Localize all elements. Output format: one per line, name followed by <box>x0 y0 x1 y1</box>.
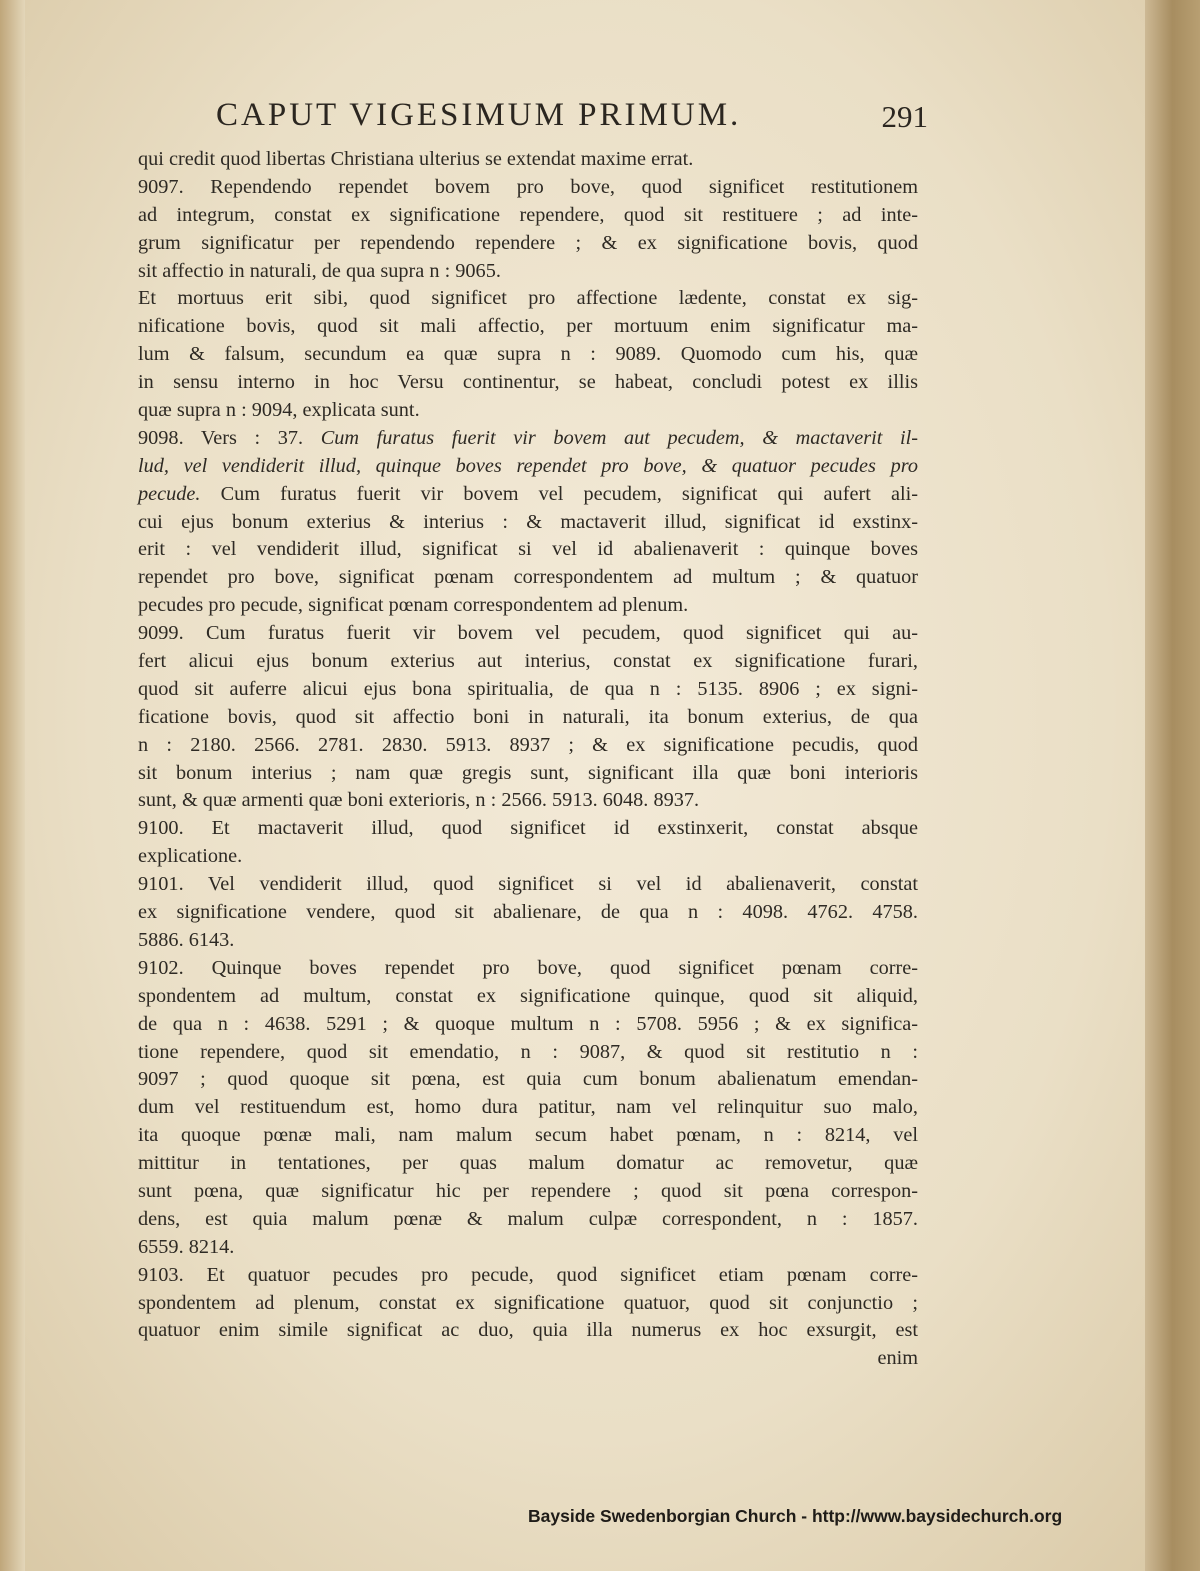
text-line: 9097. Rependendo rependet bovem pro bove, quod significet restitutionem <box>138 175 918 198</box>
text-line: grum significatur per rependendo rependere ; & ex significatione bovis, quod <box>138 231 918 254</box>
text-line-verse <box>138 453 918 481</box>
text-line-verse <box>138 481 918 509</box>
watermark-credit: Bayside Swedenborgian Church - http://www.baysidechurch.org <box>528 1506 1063 1526</box>
catchword: enim <box>877 1347 918 1370</box>
verse-explanation: Cum furatus fuerit vir bovem vel pecudem, significat qui aufert ali- <box>200 482 918 505</box>
text-line: 6559. 8214. <box>138 1235 235 1258</box>
text-line: 9103. Et quatuor pecudes pro pecude, quod significet etiam pœnam corre- <box>138 1263 918 1286</box>
text-line: erit : vel vendiderit illud, significat si vel id abalienaverit : quinque boves <box>138 538 918 561</box>
text-line: dens, est quia malum pœnæ & malum culpæ correspondent, n : 1857. <box>138 1207 918 1230</box>
text-line: mittitur in tentationes, per quas malum domatur ac removetur, quæ <box>138 1152 918 1175</box>
text-line: 9102. Quinque boves rependet pro bove, quod significet pœnam corre- <box>138 956 918 979</box>
text-line: ad integrum, constat ex significatione rependere, quod sit restituere ; ad inte- <box>138 203 918 226</box>
text-line: pecudes pro pecude, significat pœnam correspondentem ad plenum. <box>138 594 689 617</box>
book-gutter <box>1145 0 1200 1571</box>
text-line: 5886. 6143. <box>138 928 235 951</box>
text-line-verse <box>138 425 918 453</box>
text-line: cui ejus bonum exterius & interius : & mactaverit illud, significat id exstinx- <box>138 510 918 533</box>
body-text <box>138 146 918 1373</box>
text-line: sunt, & quæ armenti quæ boni exterioris, n : 2566. 5913. 6048. 8937. <box>138 789 700 812</box>
text-line: 9101. Vel vendiderit illud, quod significet si vel id abalienaverit, constat <box>138 873 918 896</box>
text-line: sit affectio in naturali, de qua supra n : 9065. <box>138 259 501 282</box>
text-line: lum & falsum, secundum ea quæ supra n : 9089. Quomodo cum his, quæ <box>138 343 918 366</box>
text-line: fert alicui ejus bonum exterius aut interius, constat ex significatione furari, <box>138 650 918 673</box>
text-line: spondentem ad plenum, constat ex significatione quatuor, quod sit conjunctio ; <box>138 1291 918 1314</box>
text-line: 9099. Cum furatus fuerit vir bovem vel pecudem, quod significet qui au- <box>138 622 918 645</box>
text-line: dum vel restituendum est, homo dura patitur, nam vel relinquitur suo malo, <box>138 1096 918 1119</box>
text-line: nificatione bovis, quod sit mali affectio, per mortuum enim significatur ma- <box>138 315 918 338</box>
text-line: tione rependere, quod sit emendatio, n : 9087, & quod sit restitutio n : <box>138 1040 918 1063</box>
text-line: de qua n : 4638. 5291 ; & quoque multum n : 5708. 5956 ; & ex significa- <box>138 1012 918 1035</box>
verse-text: lud, vel vendiderit illud, quinque boves rependet pro bove, & quatuor pecudes pro <box>138 454 918 477</box>
text-line: sunt pœna, quæ significatur hic per rependere ; quod sit pœna correspon- <box>138 1179 918 1202</box>
text-line: quod sit auferre alicui ejus bona spiritualia, de qua n : 5135. 8906 ; ex signi- <box>138 677 918 700</box>
page-edge-shadow <box>0 0 25 1571</box>
text-line: in sensu interno in hoc Versu continentur, se habeat, concludi potest ex illis <box>138 371 918 394</box>
text-line: 9100. Et mactaverit illud, quod significet id exstinxerit, constat absque <box>138 817 918 840</box>
text-line: qui credit quod libertas Christiana ulterius se extendat maxime errat. <box>138 148 694 170</box>
verse-text: pecude. <box>138 482 201 505</box>
page-number: 291 <box>881 99 928 134</box>
text-line: spondentem ad multum, constat ex significatione quinque, quod sit aliquid, <box>138 984 918 1007</box>
verse-number: 9098. Vers : 37. <box>138 426 321 449</box>
text-line: explicatione. <box>138 845 243 868</box>
text-line: ficatione bovis, quod sit affectio boni in naturali, ita bonum exterius, de qua <box>138 705 918 728</box>
text-line: n : 2180. 2566. 2781. 2830. 5913. 8937 ; & ex significatione pecudis, quod <box>138 733 918 756</box>
verse-text: Cum furatus fuerit vir bovem aut pecudem, & mactaverit il- <box>320 426 918 449</box>
text-line: quatuor enim simile significat ac duo, quia illa numerus ex hoc exsurgit, est <box>138 1319 918 1342</box>
text-line: rependet pro bove, significat pœnam correspondentem ad multum ; & quatuor <box>138 566 918 589</box>
running-head <box>216 97 928 145</box>
text-line: Et mortuus erit sibi, quod significet pro affectione lædente, constat ex sig- <box>138 287 918 310</box>
text-line: ex significatione vendere, quod sit abalienare, de qua n : 4098. 4762. 4758. <box>138 901 918 924</box>
text-line: sit bonum interius ; nam quæ gregis sunt, significant illa quæ boni interioris <box>138 761 918 784</box>
chapter-title: CAPUT VIGESIMUM PRIMUM. <box>216 97 742 133</box>
text-line: 9097 ; quod quoque sit pœna, est quia cum bonum abalienatum emendan- <box>138 1068 918 1091</box>
text-line: ita quoque pœnæ mali, nam malum secum habet pœnam, n : 8214, vel <box>138 1124 918 1147</box>
text-line: quæ supra n : 9094, explicata sunt. <box>138 399 420 422</box>
